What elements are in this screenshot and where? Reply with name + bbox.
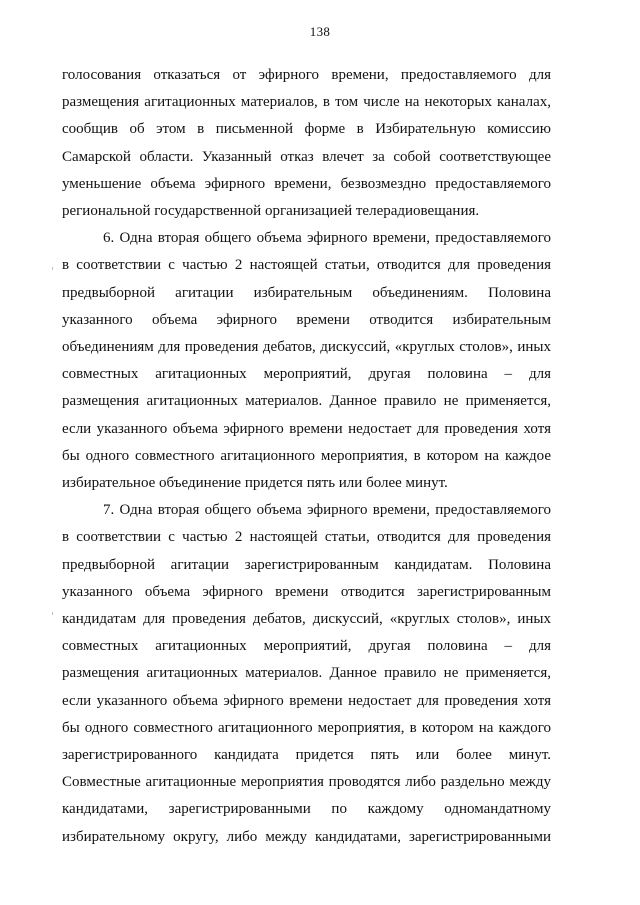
paragraph-section-6: 6. Одна вторая общего объема эфирного времени, предоставляемого в соответствии с частью 2 настоящей статьи, отводится для проведения предвыборной агитации избирательным объединениям. Половина указанного объема эфирного времени отводится избирательным объединениям для проведения дебатов, дискуссий, «круглых столов», иных совместных агитационных мероприятий, другая половина – для размещения агитационных материалов. Данное правило не применяется, если указанного объема эфирного времени недостает для проведения хотя бы одного совместного агитационного мероприятия, в котором на каждое избирательное объединение придется пять или более минут. xyxy=(62,230,551,492)
paragraph-continuation: голосования отказаться от эфирного времени, предоставляемого для размещения агитационных материалов, в том числе на некоторых каналах, сообщив об этом в письменной форме в Избирательную комиссию Самарской области. Указанный отказ влечет за собой соответствующее уменьшение объема эфирного времени, безвозмездно предоставляемого региональной государственной организацией телерадиовещания. xyxy=(62,67,551,220)
scan-artifact-mark xyxy=(52,267,53,270)
scan-artifact-mark xyxy=(52,612,53,615)
paragraph-section-7: 7. Одна вторая общего объема эфирного времени, предоставляемого в соответствии с частью 2 настоящей статьи, отводится для проведения предвыборной агитации зарегистрированным кандидатам. Половина указанного объема эфирного времени отводится зарегистрированным кандидатам для проведения дебатов, дискуссий, «круглых столов», иных совместных агитационных мероприятий, другая половина – для размещения агитационных материалов. Данное правило не применяется, если указанного объема эфирного времени недостает для проведения хотя бы одного совместного агитационного мероприятия, в котором на каждого зарегистрированного кандидата придется пять или более минут. Совместные агитационные мероприятия проводятся либо раздельно между кандидатами, зарегистрированными по каждому одномандатному избирательному округу, либо между кандидатами, зарегистрированными xyxy=(62,502,551,845)
document-body xyxy=(62,62,551,851)
page-number: 138 xyxy=(309,24,331,39)
